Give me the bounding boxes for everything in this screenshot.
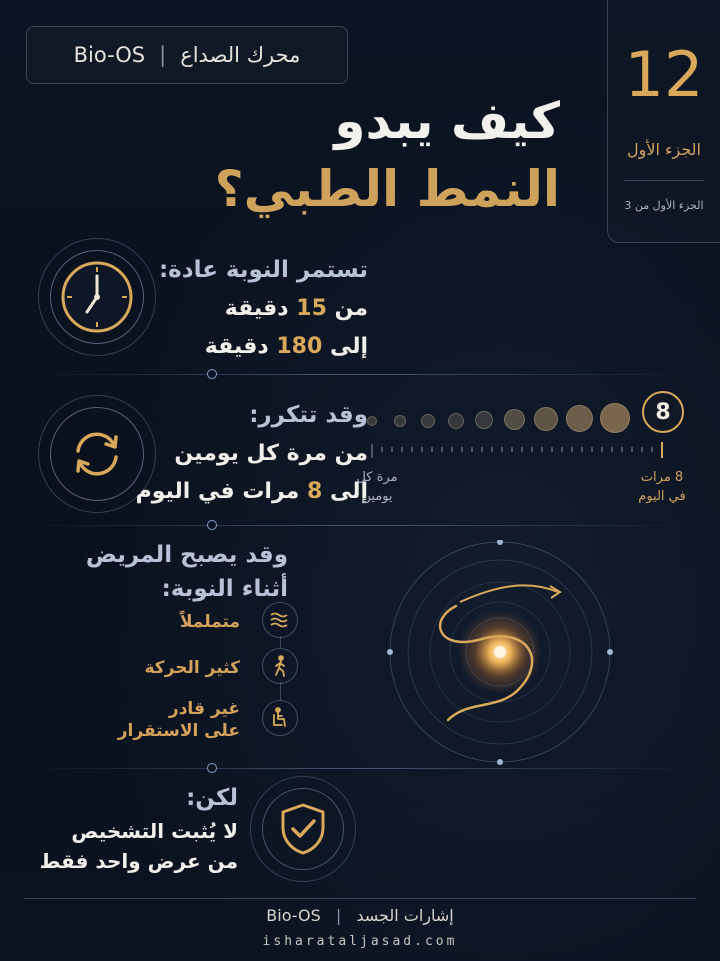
waves-icon	[262, 602, 298, 638]
seated-person-icon	[262, 700, 298, 736]
frequency-heading: وقد تتكرر:	[249, 402, 368, 428]
header-pill	[26, 26, 348, 84]
footer-url[interactable]: isharataljasad.com	[262, 934, 458, 949]
timeline-dot	[475, 411, 493, 429]
duration-line2: إلى 180 دقيقة	[204, 334, 368, 359]
symptom-moving: كثير الحركة	[144, 658, 240, 678]
footer-site-name: إشارات الجسد	[356, 906, 454, 925]
footer-divider	[24, 898, 696, 899]
part-sub: الجزء الأول من 3	[624, 199, 704, 212]
timeline-axis	[360, 438, 670, 458]
duration-heading: تستمر النوبة عادة:	[158, 257, 368, 283]
footer-brand: Bio-OS	[266, 906, 321, 925]
diagnosis-line2: من عرض واحد فقط	[39, 849, 238, 873]
header-brand: Bio-OS	[73, 43, 146, 67]
timeline-badge: 8	[642, 391, 684, 433]
timeline-dot	[534, 407, 558, 431]
divider-dot-1	[207, 369, 217, 379]
divider-2	[24, 525, 696, 526]
timeline-dot	[566, 405, 593, 432]
timeline-dot	[504, 409, 525, 430]
timeline-dot	[421, 414, 435, 428]
part-card	[607, 0, 720, 243]
shield-badge	[250, 776, 356, 882]
timeline-dot	[448, 413, 464, 429]
timeline-dot	[367, 416, 377, 426]
divider-dot-3	[207, 763, 217, 773]
diagnosis-heading: لكن:	[186, 785, 238, 811]
symptoms-heading: وقد يصبح المريض أثناء النوبة:	[85, 542, 288, 602]
duration-text	[68, 250, 368, 366]
header-separator: |	[159, 43, 167, 67]
frequency-text	[68, 395, 368, 511]
frequency-line2: إلى 8 مرات في اليوم	[135, 479, 368, 504]
page-title-line2: النمط الطبي؟	[214, 160, 560, 218]
symptom-list	[30, 598, 300, 758]
duration-max: 180	[276, 334, 323, 359]
page-title-line1: كيف يبدو	[334, 92, 560, 150]
timeline-dot	[600, 403, 630, 433]
divider-dot-2	[207, 520, 217, 530]
frequency-line1: من مرة كل يومين	[174, 441, 368, 466]
diagnosis-line1: لا يُثبت التشخيص	[71, 819, 238, 843]
divider-1	[24, 374, 696, 375]
diagnosis-text	[38, 780, 238, 876]
timeline-right-label: 8 مرات في اليوم	[638, 470, 686, 504]
part-number: 12	[624, 38, 704, 111]
divider-3	[24, 768, 696, 769]
part-divider	[624, 180, 704, 181]
duration-min: 15	[296, 296, 327, 321]
symptom-unsettled: غير قادر على الاستقرار	[117, 699, 240, 741]
frequency-max: 8	[306, 479, 323, 504]
walking-person-icon	[262, 648, 298, 684]
timeline-left-label: مرة كل يومين	[356, 470, 398, 504]
part-label: الجزء الأول	[626, 140, 701, 159]
duration-line1: من 15 دقيقة	[224, 296, 368, 321]
symptom-restless: متململاً	[179, 612, 240, 632]
restless-orbit-graphic	[378, 540, 640, 772]
footer-brand-line: إشارات الجسد | Bio-OS	[266, 906, 454, 925]
shield-check-icon	[278, 802, 328, 856]
header-engine: محرك الصداع	[180, 43, 301, 67]
frequency-timeline	[356, 388, 700, 518]
timeline-dot	[394, 415, 406, 427]
